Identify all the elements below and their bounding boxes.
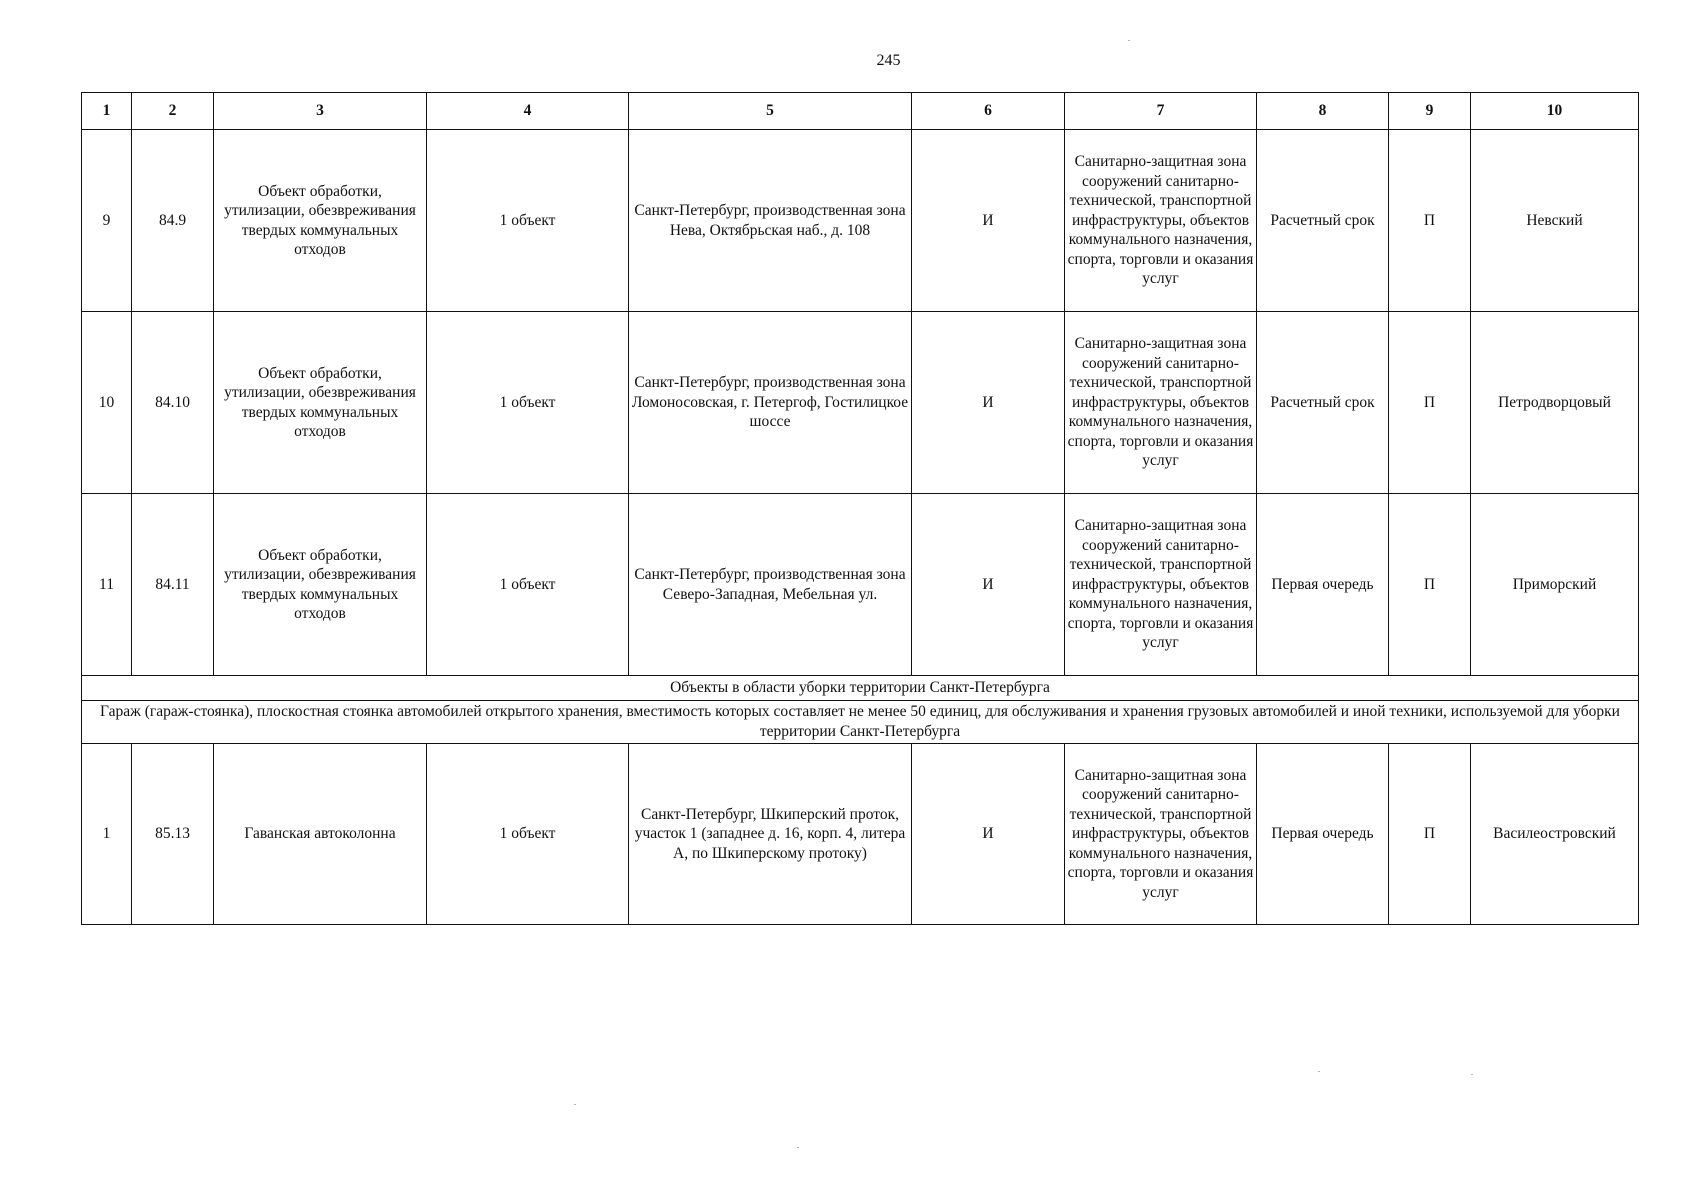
row-type: П — [1389, 312, 1471, 494]
row-location: Санкт-Петербург, производственная зона Ломоносовская, г. Петергоф, Гостилицкое шоссе — [629, 312, 912, 494]
row-code: 84.11 — [132, 494, 214, 676]
row-district: Невский — [1471, 130, 1639, 312]
row-type: П — [1389, 494, 1471, 676]
row-number: 9 — [82, 130, 132, 312]
row-code: 85.13 — [132, 744, 214, 925]
row-object: Объект обработки, утилизации, обезвреживания твердых коммунальных отходов — [214, 494, 427, 676]
row-number: 1 — [82, 744, 132, 925]
page-number: 245 — [876, 52, 901, 69]
row-object: Гаванская автоколонна — [214, 744, 427, 925]
row-zone: Санитарно-защитная зона сооружений санитарно-технической, транспортной инфраструктуры, объектов коммунального назначения, спорта, торговли и оказания услуг — [1065, 744, 1257, 925]
scan-speck — [797, 1147, 799, 1148]
row-quantity: 1 объект — [427, 130, 629, 312]
table-row — [82, 312, 1639, 494]
header-row — [82, 93, 1639, 130]
row-term: Расчетный срок — [1257, 312, 1389, 494]
section-row — [82, 676, 1639, 701]
header-col-9: 9 — [1389, 93, 1471, 130]
row-quantity: 1 объект — [427, 312, 629, 494]
row-district: Василеостровский — [1471, 744, 1639, 925]
row-zone: Санитарно-защитная зона сооружений санитарно-технической, транспортной инфраструктуры, объектов коммунального назначения, спорта, торговли и оказания услуг — [1065, 130, 1257, 312]
row-type: П — [1389, 130, 1471, 312]
table-row — [82, 494, 1639, 676]
header-col-8: 8 — [1257, 93, 1389, 130]
row-object: Объект обработки, утилизации, обезвреживания твердых коммунальных отходов — [214, 130, 427, 312]
row-number: 11 — [82, 494, 132, 676]
row-status: И — [912, 130, 1065, 312]
row-term: Первая очередь — [1257, 494, 1389, 676]
row-type: П — [1389, 744, 1471, 925]
row-status: И — [912, 312, 1065, 494]
subsection-row — [82, 701, 1639, 744]
row-code: 84.9 — [132, 130, 214, 312]
header-col-10: 10 — [1471, 93, 1639, 130]
objects-table — [81, 92, 1639, 925]
row-location: Санкт-Петербург, производственная зона Северо-Западная, Мебельная ул. — [629, 494, 912, 676]
header-col-6: 6 — [912, 93, 1065, 130]
row-status: И — [912, 744, 1065, 925]
row-number: 10 — [82, 312, 132, 494]
row-zone: Санитарно-защитная зона сооружений санитарно-технической, транспортной инфраструктуры, объектов коммунального назначения, спорта, торговли и оказания услуг — [1065, 312, 1257, 494]
scan-speck — [1128, 40, 1130, 41]
table-row — [82, 744, 1639, 925]
row-term: Расчетный срок — [1257, 130, 1389, 312]
table-row — [82, 130, 1639, 312]
row-location: Санкт-Петербург, производственная зона Нева, Октябрьская наб., д. 108 — [629, 130, 912, 312]
header-col-1: 1 — [82, 93, 132, 130]
row-district: Приморский — [1471, 494, 1639, 676]
row-code: 84.10 — [132, 312, 214, 494]
header-col-5: 5 — [629, 93, 912, 130]
scan-speck — [1471, 1074, 1473, 1075]
row-district: Петродворцовый — [1471, 312, 1639, 494]
header-col-4: 4 — [427, 93, 629, 130]
row-quantity: 1 объект — [427, 744, 629, 925]
subsection-title: Гараж (гараж-стоянка), плоскостная стоянка автомобилей открытого хранения, вместимость которых составляет не менее 50 единиц, для обслуживания и хранения грузовых автомобилей и иной техники, используемой для уборки территории Санкт-Петербурга — [82, 701, 1639, 744]
header-col-2: 2 — [132, 93, 214, 130]
scan-speck — [1318, 1071, 1320, 1072]
row-object: Объект обработки, утилизации, обезвреживания твердых коммунальных отходов — [214, 312, 427, 494]
row-location: Санкт-Петербург, Шкиперский проток, участок 1 (западнее д. 16, корп. 4, литера А, по Шкиперскому протоку) — [629, 744, 912, 925]
section-title: Объекты в области уборки территории Санкт-Петербурга — [82, 676, 1639, 701]
row-quantity: 1 объект — [427, 494, 629, 676]
header-col-3: 3 — [214, 93, 427, 130]
scan-speck — [574, 1104, 576, 1105]
row-status: И — [912, 494, 1065, 676]
row-zone: Санитарно-защитная зона сооружений санитарно-технической, транспортной инфраструктуры, объектов коммунального назначения, спорта, торговли и оказания услуг — [1065, 494, 1257, 676]
header-col-7: 7 — [1065, 93, 1257, 130]
row-term: Первая очередь — [1257, 744, 1389, 925]
